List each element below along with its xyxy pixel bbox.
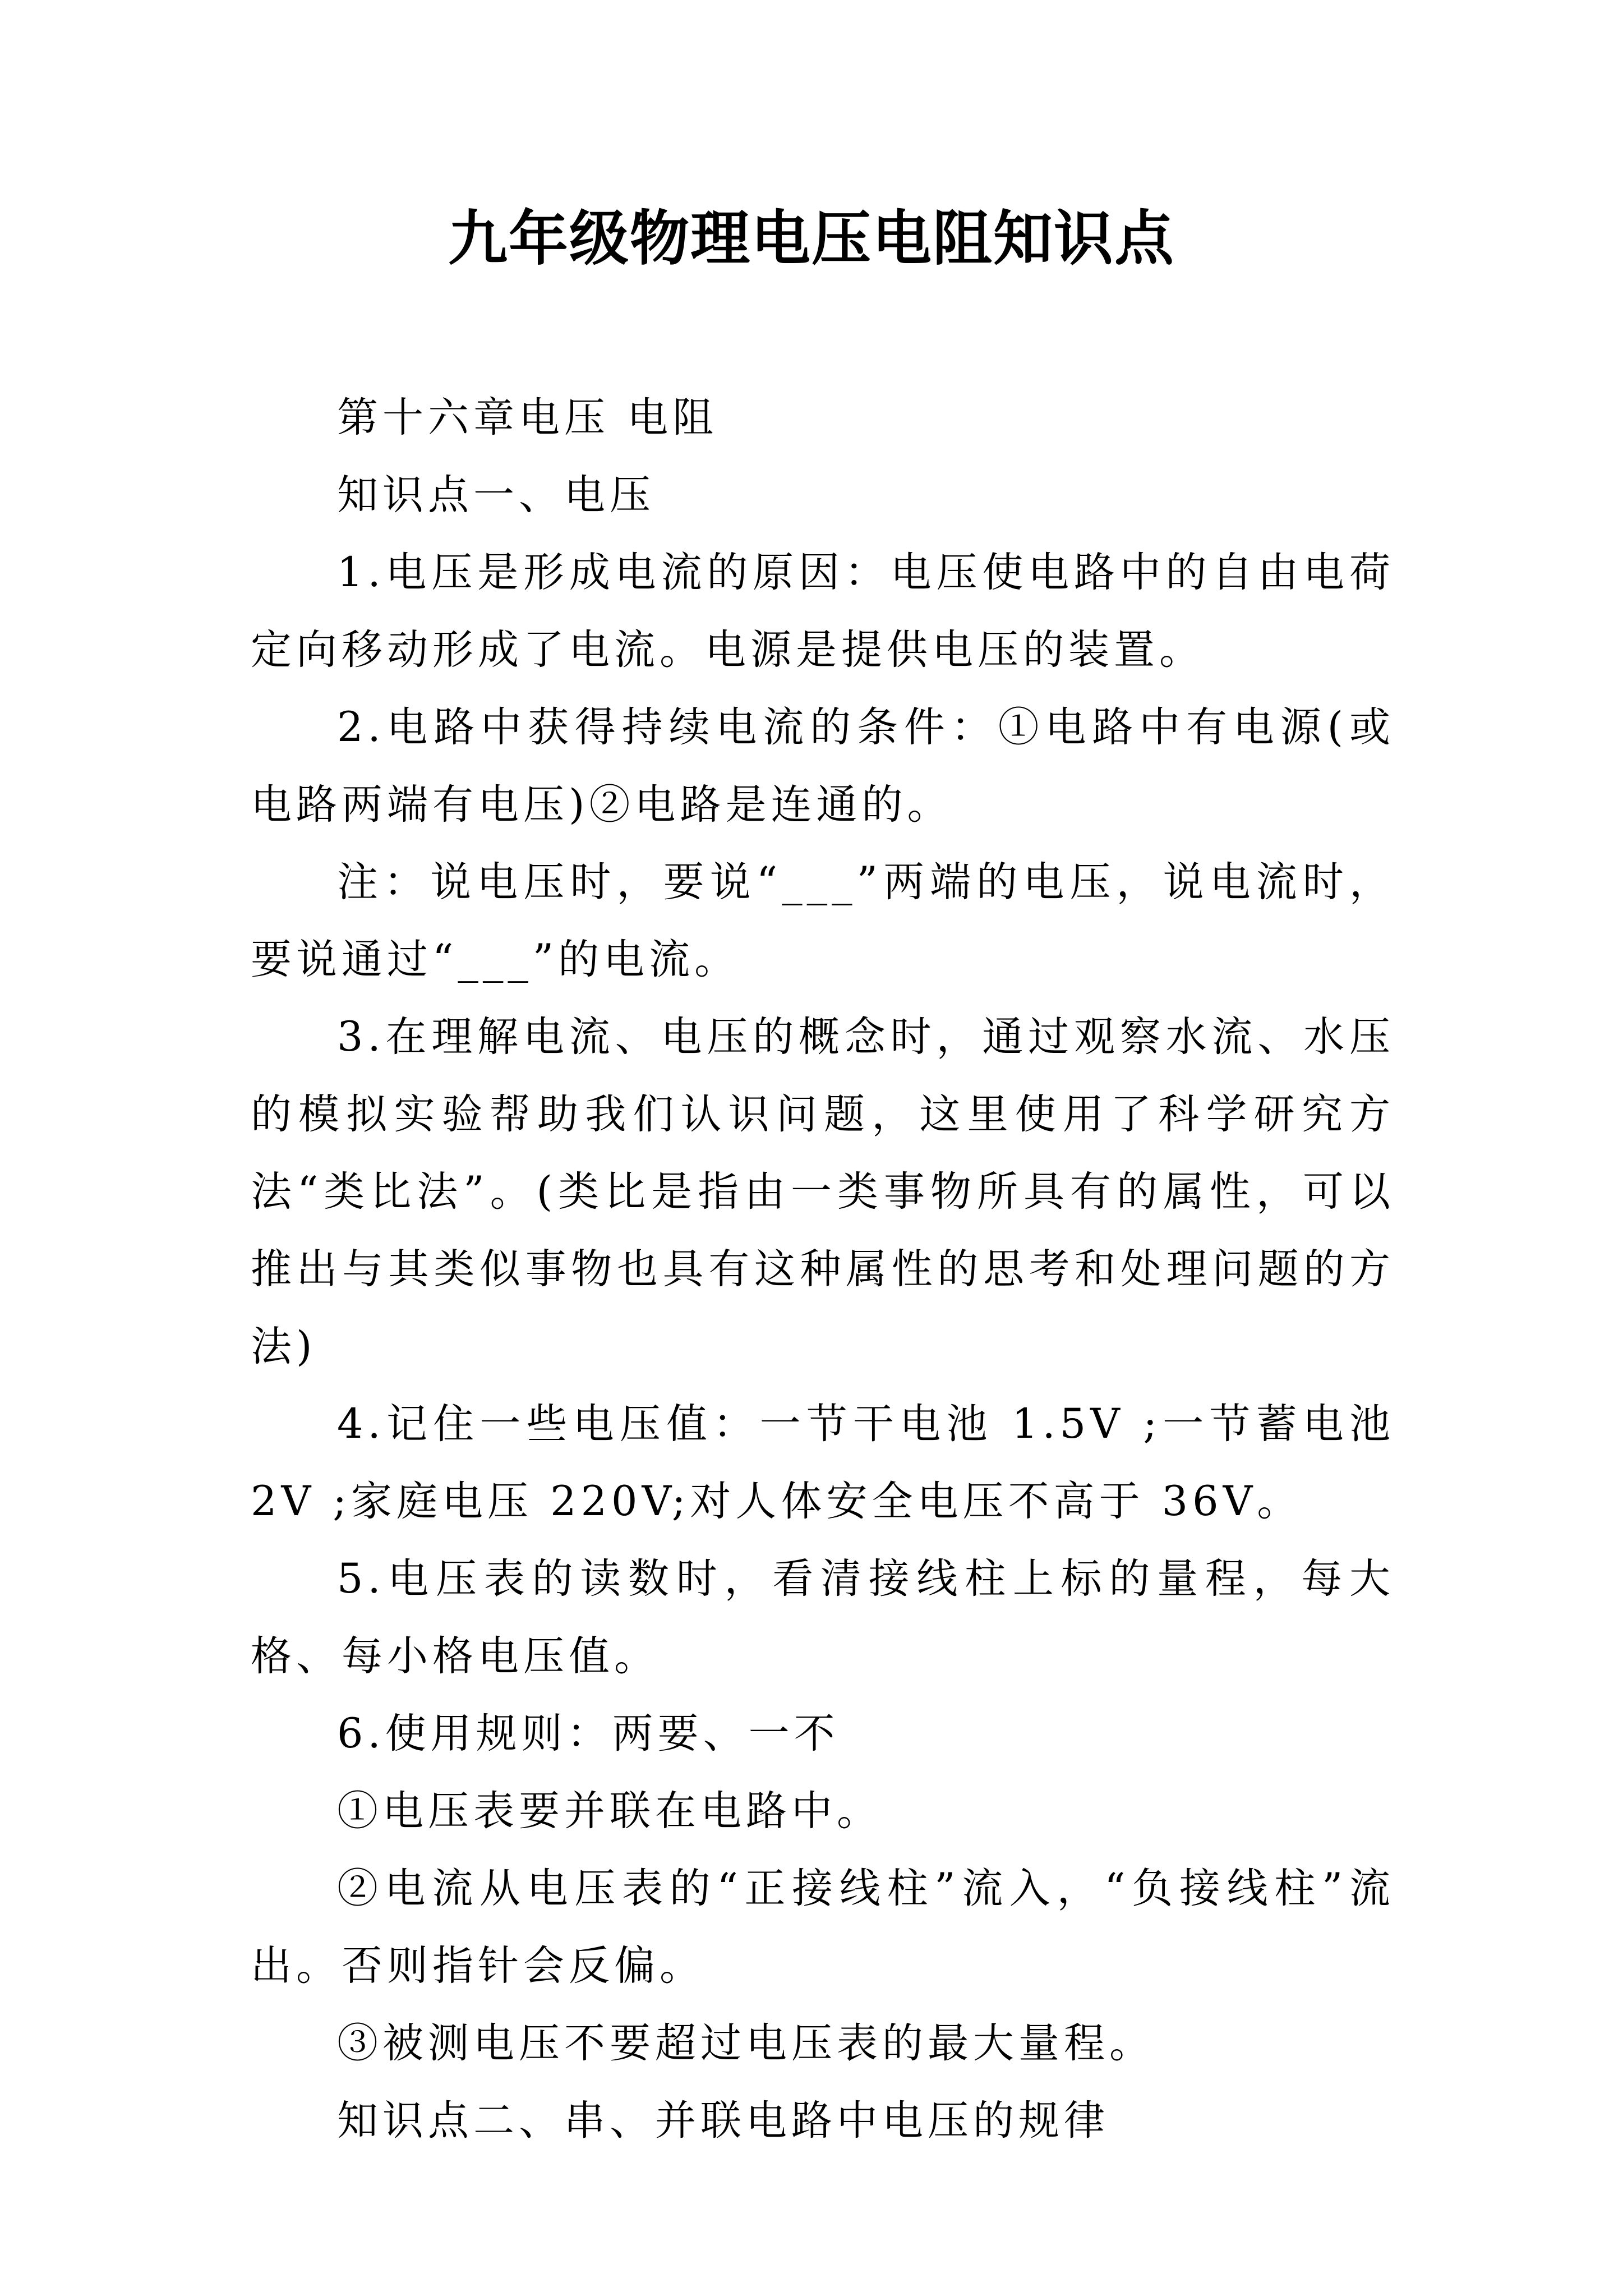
paragraph-6: 6.使用规则：两要、一不 [337,1710,840,1757]
paragraph-2: 2.电路中获得持续电流的条件：①电路中有电源(或电路两端有电压)②电路是连通的。 [251,703,1395,829]
section-heading-voltage: 知识点一、电压 [337,471,655,519]
page-title: 九年级物理电压电阻知识点 [448,203,1175,273]
paragraph-1: 1.电压是形成电流的原因：电压使电路中的自由电荷定向移动形成了电流。电源是提供电压的装置。 [251,549,1395,674]
paragraph-4: 4.记住一些电压值：一节干电池 1.5V ;一节蓄电池 2V ;家庭电压 220V;对人体安全电压不高于 36V。 [251,1400,1395,1525]
chapter-heading: 第十六章电压 电阻 [337,394,718,441]
section-heading-series-parallel: 知识点二、串、并联电路中电压的规律 [337,2097,1109,2145]
note-paragraph: 注：说电压时，要说“___”两端的电压，说电流时，要说通过“___”的电流。 [251,858,1395,983]
paragraph-3: 3.在理解电流、电压的概念时，通过观察水流、水压的模拟实验帮助我们认识问题，这里使用了科学研究方法“类比法”。(类比是指由一类事物所具有的属性，可以推出与其类似事物也具有这种属性的思考和处理问题的方法) [251,1013,1395,1370]
rule-3: ③被测电压不要超过电压表的最大量程。 [337,2019,1155,2067]
paragraph-5: 5.电压表的读数时，看清接线柱上标的量程，每大格、每小格电压值。 [251,1555,1395,1680]
rule-2: ②电流从电压表的“正接线柱”流入，“负接线柱”流出。否则指针会反偏。 [251,1865,1395,1990]
document-body [251,379,1395,2160]
rule-1: ①电压表要并联在电路中。 [337,1787,882,1835]
